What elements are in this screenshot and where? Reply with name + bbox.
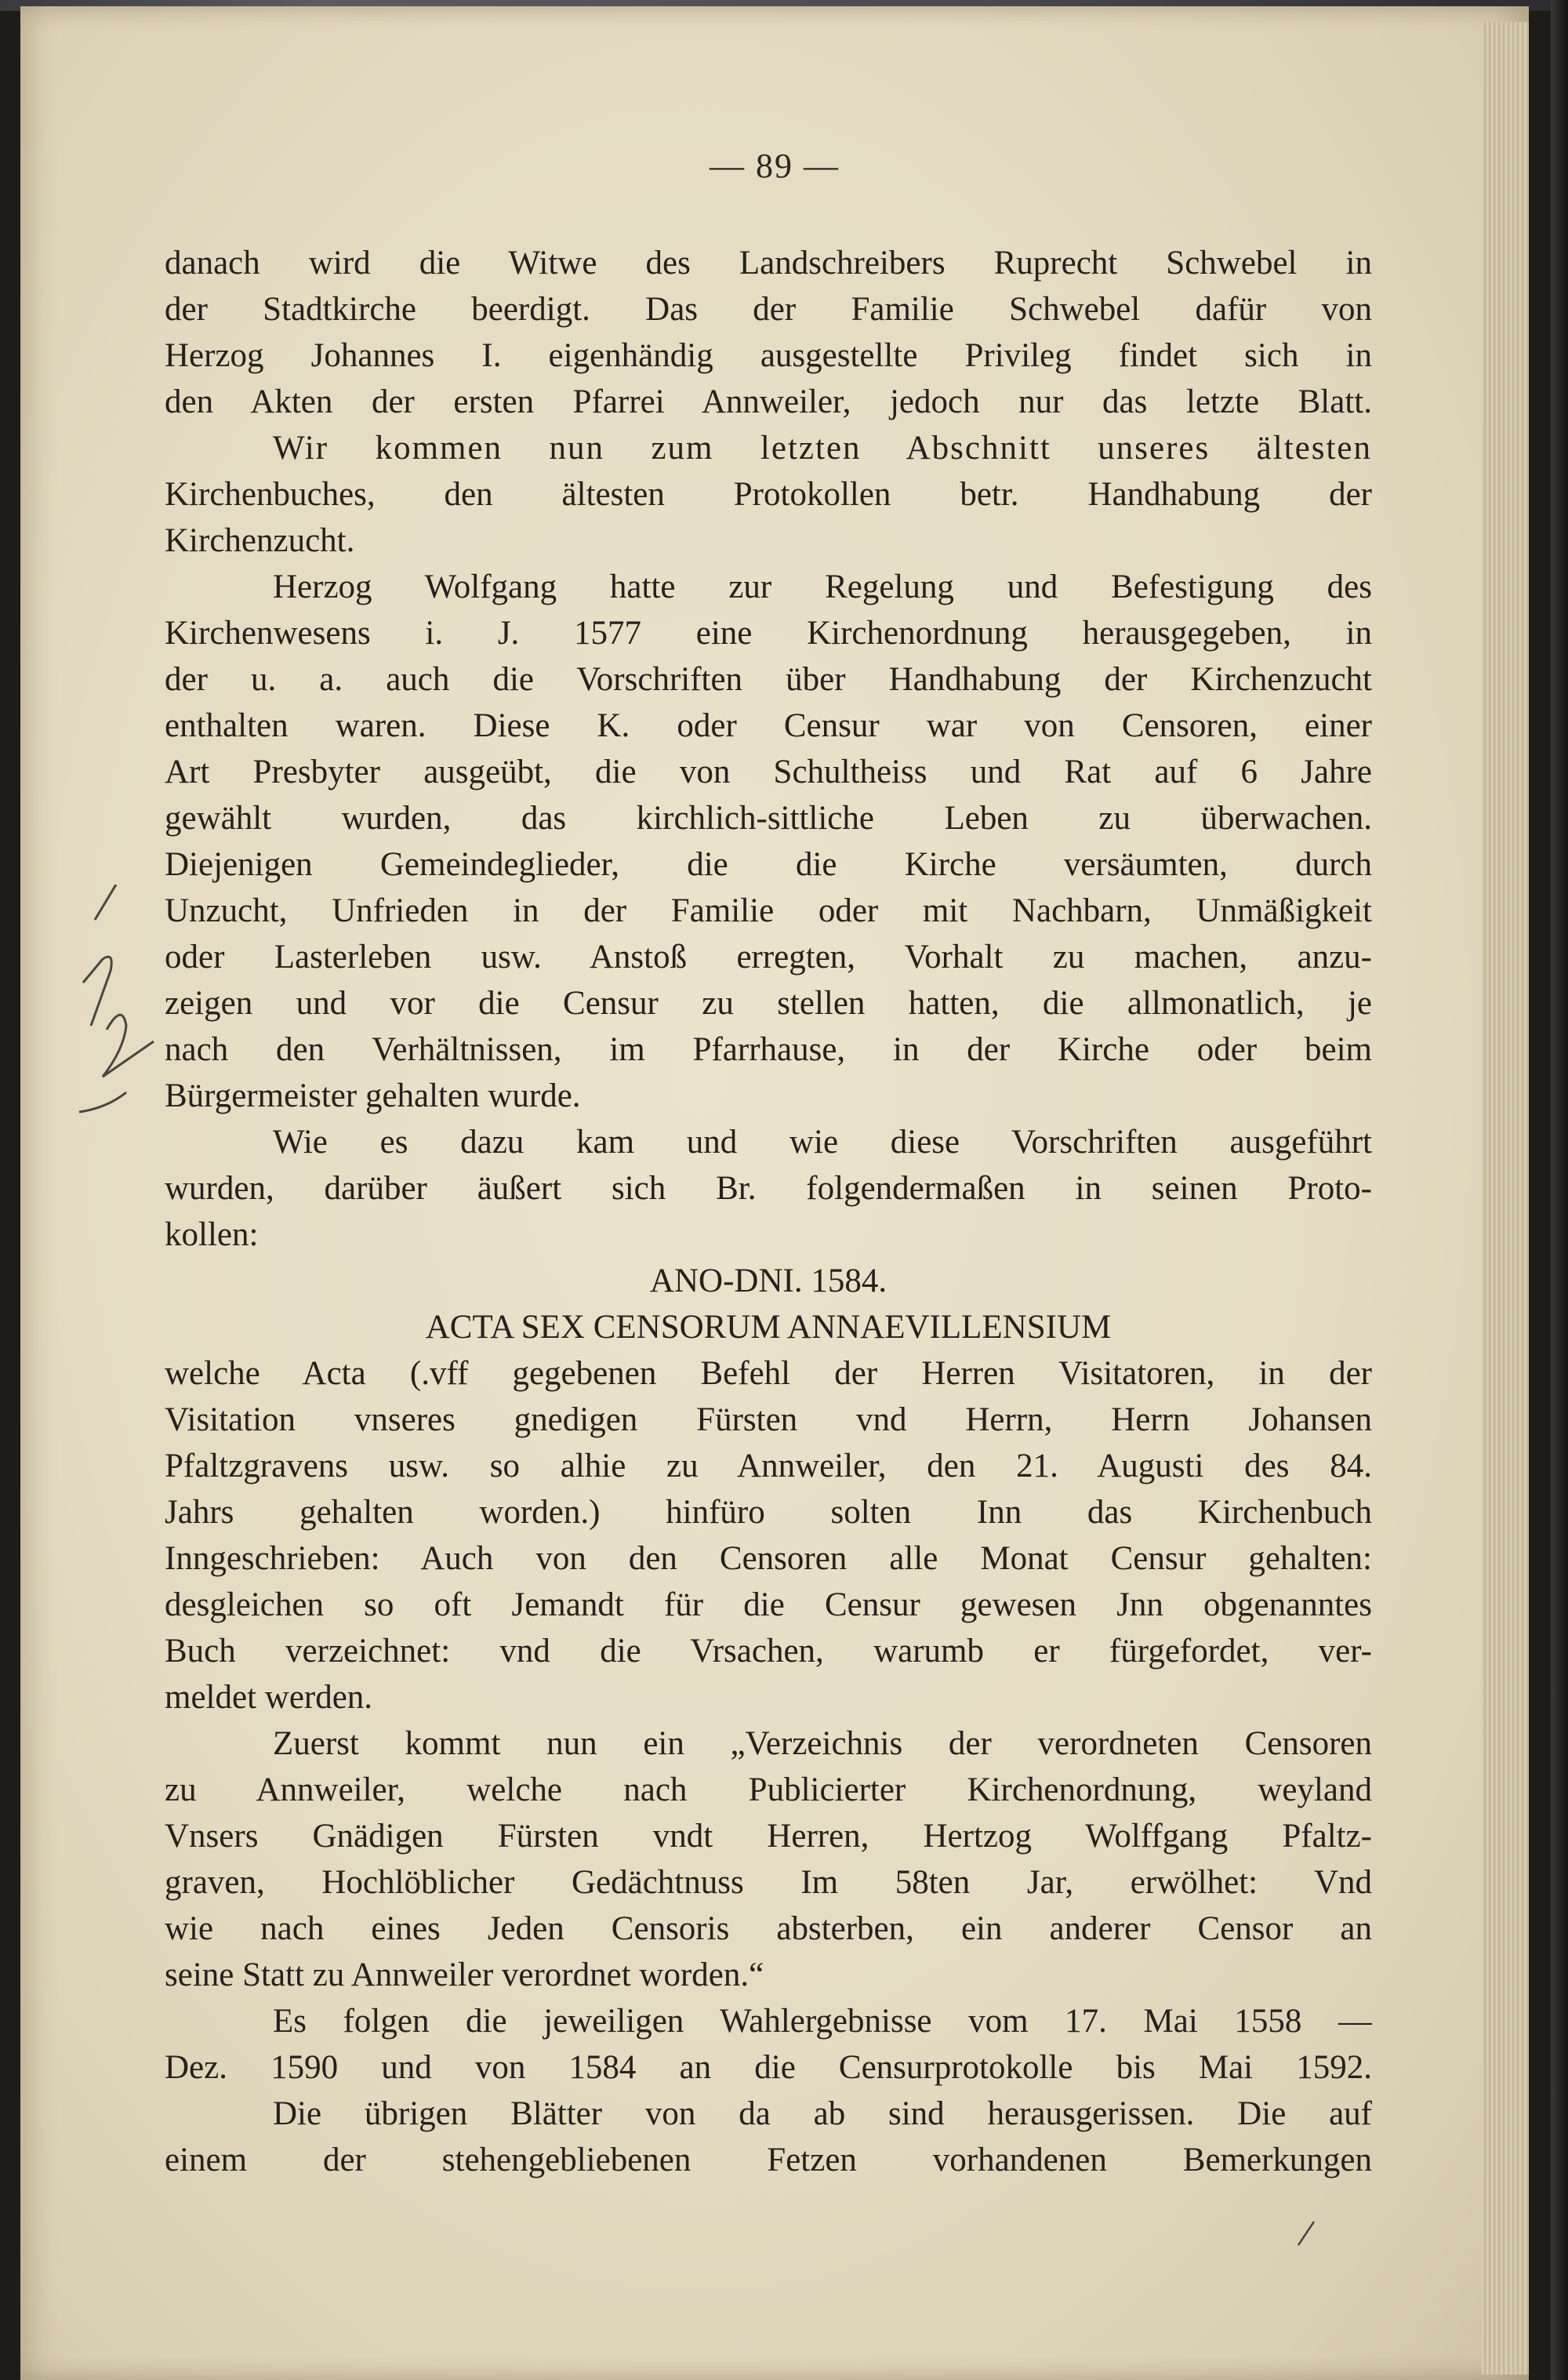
text-line: Unzucht, Unfrieden in der Familie oder mit Nachbarn, Unmäßigkeit (165, 892, 1372, 929)
book-page (20, 6, 1529, 2380)
text-line: Kirchenzucht. (165, 522, 355, 559)
text-line: den Akten der ersten Pfarrei Annweiler, jedoch nur das letzte Blatt. (165, 383, 1372, 420)
pencil-tick-icon (1294, 2218, 1318, 2249)
text-line: gewählt wurden, das kirchlich-sittliche Leben zu überwachen. (165, 800, 1372, 837)
text-line: der Stadtkirche beerdigt. Das der Familie Schwebel dafür von (165, 291, 1372, 328)
text-line: Vnsers Gnädigen Fürsten vndt Herren, Hertzog Wolffgang Pfaltz- (165, 1818, 1372, 1855)
text-line: ACTA SEX CENSORUM ANNAEVILLENSIUM (425, 1309, 1112, 1346)
text-line: welche Acta (.vff gegebenen Befehl der Herren Visitatoren, in der (165, 1355, 1372, 1392)
text-line: Pfaltzgravens usw. so alhie zu Annweiler, den 21. Augusti des 84. (165, 1448, 1372, 1484)
page-edges (1482, 22, 1529, 2375)
text-line: wie nach eines Jeden Censoris absterben, ein anderer Censor an (165, 1910, 1372, 1947)
text-line: Kirchenwesens i. J. 1577 eine Kirchenordnung herausgegeben, in (165, 615, 1372, 652)
text-line: Herzog Wolfgang hatte zur Regelung und Befestigung des (273, 569, 1372, 605)
text-line: Zuerst kommt nun ein „Verzeichnis der verordneten Censoren (273, 1725, 1372, 1762)
text-line: meldet werden. (165, 1679, 373, 1716)
text-line: Diejenigen Gemeindeglieder, die die Kirche versäumten, durch (165, 846, 1372, 883)
text-line: Herzog Johannes I. eigenhändig ausgestellte Privileg findet sich in (165, 337, 1372, 374)
text-line: oder Lasterleben usw. Anstoß erregten, Vorhalt zu machen, anzu- (165, 939, 1372, 976)
text-line: Wir kommen nun zum letzten Abschnitt unseres ältesten (273, 430, 1372, 467)
text-line: Dez. 1590 und von 1584 an die Censurprotokolle bis Mai 1592. (165, 2049, 1372, 2086)
text-line: Es folgen die jeweiligen Wahlergebnisse vom 17. Mai 1558 — (273, 2003, 1372, 2040)
text-line: zu Annweiler, welche nach Publicierter Kirchenordnung, weyland (165, 1771, 1372, 1808)
pencil-margin-annotation-icon (67, 885, 185, 1120)
text-line: Visitation vnseres gnedigen Fürsten vnd Herrn, Herrn Johansen (165, 1401, 1372, 1438)
text-line: zeigen und vor die Censur zu stellen hatten, die allmonatlich, je (165, 985, 1372, 1022)
text-line: Die übrigen Blätter von da ab sind herausgerissen. Die auf (273, 2095, 1372, 2132)
text-line: kollen: (165, 1216, 259, 1253)
text-line: Inngeschrieben: Auch von den Censoren alle Monat Censur gehalten: (165, 1540, 1372, 1577)
text-line: desgleichen so oft Jemandt für die Censur gewesen Jnn obgenanntes (165, 1586, 1372, 1623)
text-line: Bürgermeister gehalten wurde. (165, 1077, 581, 1114)
body-text (165, 240, 1372, 2183)
text-line: nach den Verhältnissen, im Pfarrhause, in der Kirche oder beim (165, 1031, 1372, 1068)
text-line: ANO-DNI. 1584. (649, 1263, 887, 1299)
text-line: enthalten waren. Diese K. oder Censur war von Censoren, einer (165, 707, 1372, 744)
text-line: danach wird die Witwe des Landschreibers Ruprecht Schwebel in (165, 245, 1372, 282)
text-line: Wie es dazu kam und wie diese Vorschriften ausgeführt (273, 1124, 1372, 1161)
text-line: wurden, darüber äußert sich Br. folgendermaßen in seinen Proto- (165, 1170, 1372, 1207)
text-line: Jahrs gehalten worden.) hinfüro solten Inn das Kirchenbuch (165, 1494, 1372, 1531)
text-line: seine Statt zu Annweiler verordnet worden.“ (165, 1957, 764, 1993)
text-line: Art Presbyter ausgeübt, die von Schultheiss und Rat auf 6 Jahre (165, 754, 1372, 790)
text-line: graven, Hochlöblicher Gedächtnuss Im 58ten Jar, erwölhet: Vnd (165, 1864, 1372, 1901)
text-line: Buch verzeichnet: vnd die Vrsachen, warumb er fürgefordet, ver- (165, 1633, 1372, 1670)
text-line: einem der stehengebliebenen Fetzen vorhandenen Bemerkungen (165, 2142, 1372, 2178)
page-number: — 89 — (710, 147, 840, 185)
page-shadow-edge (1551, 0, 1568, 2380)
text-line: Kirchenbuches, den ältesten Protokollen betr. Handhabung der (165, 476, 1372, 513)
text-line: der u. a. auch die Vorschriften über Handhabung der Kirchenzucht (165, 661, 1372, 698)
